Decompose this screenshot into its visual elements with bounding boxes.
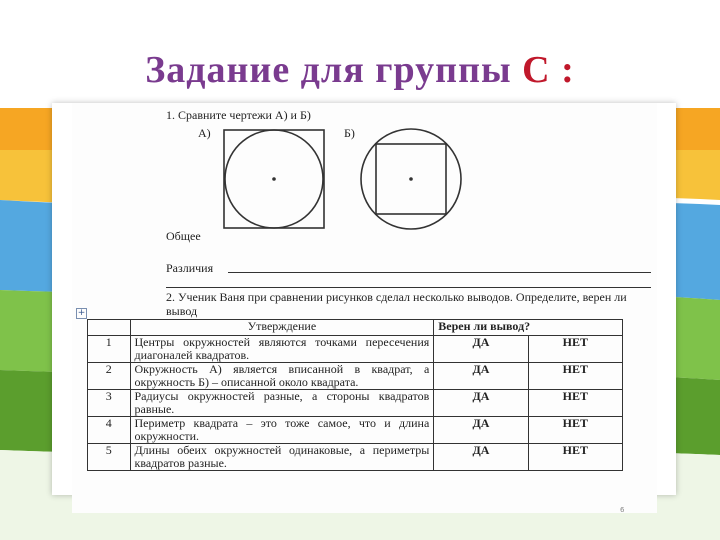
task2-question: 2. Ученик Ваня при сравнении рисунков сделал несколько выводов. Определите, верен ли вывод (166, 290, 627, 318)
row-number: 1 (88, 336, 131, 363)
answer-line-2 (166, 287, 651, 288)
conclusions-table (87, 319, 623, 471)
row-number: 3 (88, 390, 131, 417)
row-no-option[interactable]: НЕТ (528, 417, 622, 444)
differences-label: Различия (166, 261, 214, 275)
row-number: 2 (88, 363, 131, 390)
row-no-option[interactable]: НЕТ (528, 363, 622, 390)
table-row (88, 363, 623, 390)
row-no-option[interactable]: НЕТ (528, 390, 622, 417)
row-number: 4 (88, 417, 131, 444)
drawing-b-label: Б) (344, 126, 355, 140)
row-statement: Центры окружностей являются точками пересечения диагоналей квадратов. (130, 336, 434, 363)
differences-answer-line (228, 272, 651, 273)
common-label: Общее (166, 229, 201, 243)
header-num (88, 320, 131, 336)
row-yes-option[interactable]: ДА (434, 390, 528, 417)
table-row (88, 444, 623, 471)
header-verdict: Верен ли вывод? (434, 320, 623, 336)
table-row (88, 417, 623, 444)
row-statement: Радиусы окружностей разные, а стороны квадратов равные. (130, 390, 434, 417)
row-no-option[interactable]: НЕТ (528, 444, 622, 471)
row-no-option[interactable]: НЕТ (528, 336, 622, 363)
row-yes-option[interactable]: ДА (434, 336, 528, 363)
drawing-a-inscribed-circle (220, 124, 328, 232)
table-row (88, 336, 623, 363)
table-move-handle[interactable]: + (77, 308, 86, 318)
table-row (88, 390, 623, 417)
title-main: Задание для группы (145, 49, 512, 91)
row-statement: Периметр квадрата – это тоже самое, что и длина окружности. (130, 417, 434, 444)
title-accent: С : (522, 49, 575, 91)
row-statement: Окружность А) является вписанной в квадрат, а окружность Б) – описанной около квадрата. (130, 363, 434, 390)
task1-question: 1. Сравните чертежи А) и Б) (166, 108, 311, 122)
drawing-b-circumscribed-circle (356, 124, 466, 234)
slide-title (0, 48, 720, 92)
row-yes-option[interactable]: ДА (434, 363, 528, 390)
table-header-row (88, 320, 623, 336)
row-yes-option[interactable]: ДА (434, 444, 528, 471)
row-statement: Длины обеих окружностей одинаковые, а периметры квадратов разные. (130, 444, 434, 471)
drawing-a-label: А) (198, 126, 211, 140)
row-yes-option[interactable]: ДА (434, 417, 528, 444)
page-marker: 6 (620, 506, 625, 514)
header-statement: Утверждение (130, 320, 434, 336)
row-number: 5 (88, 444, 131, 471)
